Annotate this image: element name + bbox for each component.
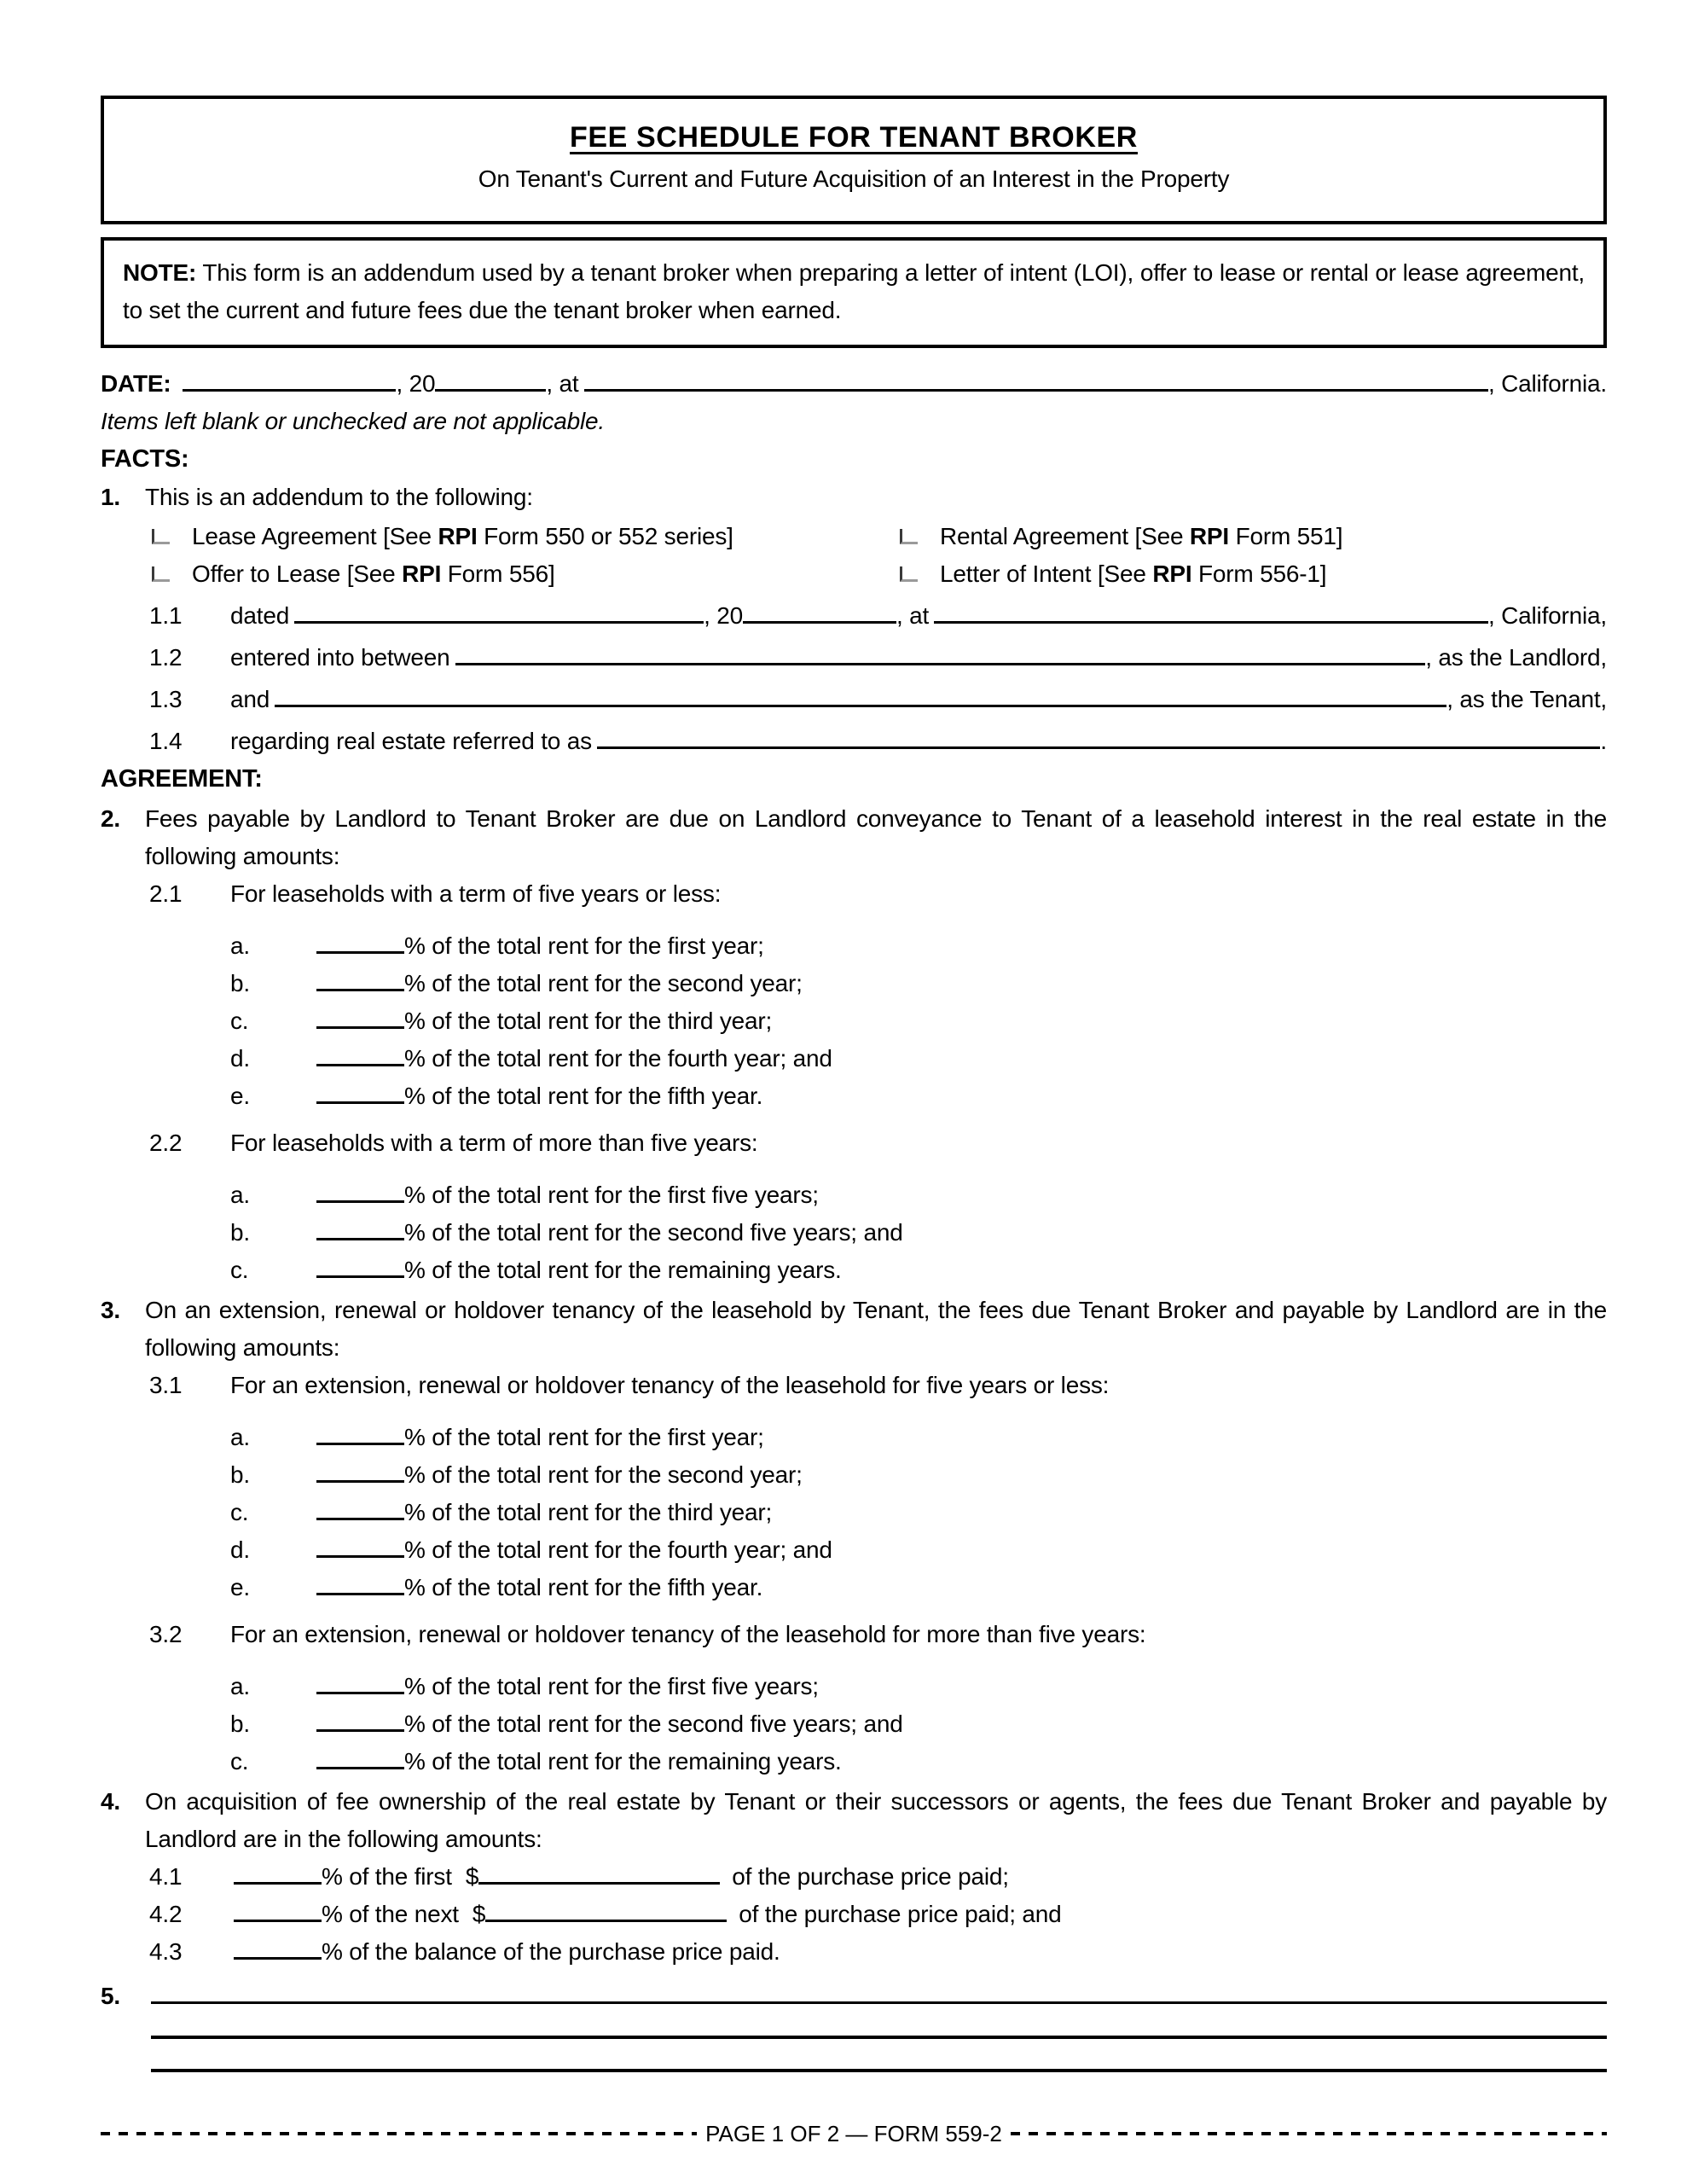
year-blank[interactable] — [743, 611, 896, 624]
percent-blank[interactable] — [316, 1190, 404, 1203]
item-1-4-number: 1.4 — [149, 728, 183, 754]
fee-letter: a. — [230, 1424, 250, 1450]
item-3-2-text: For an extension, renewal or holdover tenancy of the leasehold for more than five years: — [230, 1621, 1146, 1647]
property-description-blank[interactable] — [597, 736, 1600, 749]
title-box — [101, 96, 1607, 224]
item-4-number: 4. — [101, 1788, 120, 1815]
fee-letter: a. — [230, 932, 250, 959]
dated-blank[interactable] — [294, 611, 704, 624]
item-2-1-number: 2.1 — [149, 880, 183, 907]
amount-blank[interactable] — [485, 1909, 727, 1922]
item-2-text: Fees payable by Landlord to Tenant Broker are due on Landlord conveyance to Tenant of a leasehold interest in the real estate in the following amounts: — [145, 805, 1607, 869]
fee-letter: d. — [230, 1045, 250, 1072]
at-label: , at — [896, 602, 930, 629]
item-3-2-number: 3.2 — [149, 1621, 183, 1647]
form-subtitle: On Tenant's Current and Future Acquisition of an Interest in the Property — [478, 166, 1230, 192]
fee-text: % of the total rent for the fifth year. — [404, 1574, 763, 1600]
year-prefix: , 20 — [396, 370, 436, 397]
item-4 — [101, 1783, 1607, 1858]
fee-letter: a. — [230, 1673, 250, 1699]
option-label: Offer to Lease [See RPI Form 556] — [192, 561, 555, 587]
checkbox-letter-of-intent[interactable] — [900, 566, 918, 582]
percent-blank[interactable] — [316, 1545, 404, 1558]
fee-text: % of the total rent for the second five years; and — [404, 1711, 903, 1737]
option-label: Lease Agreement [See RPI Form 550 or 552 series] — [192, 523, 733, 549]
fee-text: % of the total rent for the first five years; — [404, 1673, 819, 1699]
item-3-1-number: 3.1 — [149, 1372, 183, 1398]
checkbox-offer-to-lease[interactable] — [152, 566, 170, 582]
item-5-number: 5. — [101, 1983, 120, 2009]
item-3-1 — [149, 1367, 1607, 1404]
item-5 — [101, 1978, 1607, 2015]
fee-text: % of the total rent for the first year; — [404, 1424, 764, 1450]
fee-line — [230, 1176, 1607, 1214]
note-box — [101, 237, 1607, 348]
fee-letter: e. — [230, 1083, 250, 1109]
percent-blank[interactable] — [316, 1432, 404, 1445]
fee-text-suffix: of the purchase price paid; — [732, 1863, 1009, 1890]
item-4-text: On acquisition of fee ownership of the real estate by Tenant or their successors or agents, the fees due Tenant Broker and payable by Landlord are in the following amounts: — [145, 1788, 1607, 1852]
option-lease-agreement — [152, 518, 900, 555]
fee-text: % of the next — [322, 1901, 459, 1927]
tenant-label: , as the Tenant, — [1446, 686, 1607, 712]
fee-list-3-1 — [101, 1419, 1607, 1606]
date-label: DATE: — [101, 370, 171, 397]
fee-letter: a. — [230, 1182, 250, 1208]
percent-blank[interactable] — [316, 1682, 404, 1694]
checkbox-lease-agreement[interactable] — [152, 529, 170, 544]
fee-line — [230, 965, 1607, 1002]
fee-text: % of the total rent for the remaining years. — [404, 1748, 842, 1774]
fee-line — [230, 1456, 1607, 1494]
regarding-label: regarding real estate referred to as — [230, 728, 592, 754]
percent-blank[interactable] — [316, 1091, 404, 1104]
item-2-1-text: For leaseholds with a term of five years or less: — [230, 880, 722, 907]
fee-list-3-2 — [101, 1668, 1607, 1780]
item-3-number: 3. — [101, 1297, 120, 1323]
fee-line — [230, 1002, 1607, 1040]
percent-blank[interactable] — [316, 1470, 404, 1483]
tenant-name-blank[interactable] — [275, 694, 1446, 707]
and-label: and — [230, 686, 270, 712]
fee-letter: e. — [230, 1574, 250, 1600]
item-4-3 — [149, 1933, 1607, 1971]
item-4-1 — [149, 1858, 1607, 1896]
item-1-1 — [149, 597, 1607, 635]
fee-letter: c. — [230, 1008, 249, 1034]
state-label: , California. — [1487, 370, 1607, 397]
footer-dashes-right — [1011, 2132, 1607, 2135]
item-1-4 — [149, 723, 1607, 760]
percent-blank[interactable] — [316, 1719, 404, 1732]
item-1 — [101, 479, 1607, 516]
checkbox-row-2 — [152, 555, 1607, 593]
fee-list-2-2 — [101, 1176, 1607, 1289]
item-3-text: On an extension, renewal or holdover tenancy of the leasehold by Tenant, the fees due Tenant Broker and payable by Landlord are in the following amounts: — [145, 1297, 1607, 1361]
item-3-1-text: For an extension, renewal or holdover tenancy of the leasehold for five years or less: — [230, 1372, 1110, 1398]
fee-line — [230, 1252, 1607, 1289]
note-text: This form is an addendum used by a tenant broker when preparing a letter of intent (LOI), offer to lease or rental or lease agreement, to set the current and future fees due the tenant broker when earned. — [123, 259, 1585, 323]
item-2-2-number: 2.2 — [149, 1130, 183, 1156]
item-2-2-text: For leaseholds with a term of more than five years: — [230, 1130, 758, 1156]
fee-line — [230, 1214, 1607, 1252]
item-4-1-number: 4.1 — [149, 1863, 183, 1890]
footer-page-label: PAGE 1 OF 2 — FORM 559-2 — [705, 2121, 1002, 2146]
percent-blank[interactable] — [316, 979, 404, 991]
fee-line — [230, 1419, 1607, 1456]
option-offer-to-lease — [152, 555, 900, 593]
fee-text: % of the total rent for the first five years; — [404, 1182, 819, 1208]
percent-blank[interactable] — [234, 1909, 322, 1922]
percent-blank[interactable] — [234, 1872, 322, 1885]
fee-letter: c. — [230, 1748, 249, 1774]
fee-text: % of the total rent for the fourth year; and — [404, 1536, 832, 1563]
fee-text: % of the total rent for the second five years; and — [404, 1219, 903, 1246]
fee-letter: c. — [230, 1499, 249, 1525]
percent-blank[interactable] — [316, 1228, 404, 1240]
fee-text-suffix: of the purchase price paid; and — [739, 1901, 1062, 1927]
note-label: NOTE: — [123, 259, 197, 286]
fee-text: % of the total rent for the second year; — [404, 970, 803, 996]
date-blank[interactable] — [183, 379, 396, 392]
dollar-sign: $ — [465, 1863, 479, 1890]
option-label: Rental Agreement [See RPI Form 551] — [940, 523, 1343, 549]
landlord-name-blank[interactable] — [455, 653, 1426, 665]
fee-list-2-1 — [101, 927, 1607, 1115]
fee-line — [230, 1531, 1607, 1569]
footer-dashes-left — [101, 2132, 697, 2135]
fee-letter: b. — [230, 1461, 250, 1488]
fee-line — [230, 927, 1607, 965]
at-label: , at — [546, 370, 579, 397]
fee-text: % of the first — [322, 1863, 452, 1890]
year-blank[interactable] — [435, 379, 546, 392]
item-4-3-number: 4.3 — [149, 1938, 183, 1965]
percent-blank[interactable] — [316, 1265, 404, 1278]
percent-blank[interactable] — [234, 1947, 322, 1960]
fee-letter: d. — [230, 1536, 250, 1563]
fee-letter: b. — [230, 1219, 250, 1246]
city-blank[interactable] — [584, 379, 1488, 392]
notes-line-blank[interactable] — [151, 2036, 1607, 2039]
fee-letter: c. — [230, 1257, 249, 1283]
fee-line — [230, 1077, 1607, 1115]
percent-blank[interactable] — [316, 1583, 404, 1595]
notes-line-blank[interactable] — [151, 2069, 1607, 2072]
item-1-2 — [149, 639, 1607, 677]
percent-blank[interactable] — [316, 1757, 404, 1769]
item-1-3-number: 1.3 — [149, 686, 183, 712]
form-title: FEE SCHEDULE FOR TENANT BROKER — [570, 121, 1138, 154]
fee-text: % of the total rent for the fifth year. — [404, 1083, 763, 1109]
fee-text: % of the balance of the purchase price paid. — [322, 1938, 780, 1965]
item-3-2 — [149, 1616, 1607, 1653]
item-3 — [101, 1292, 1607, 1367]
entered-into-label: entered into between — [230, 644, 450, 671]
percent-blank[interactable] — [316, 1054, 404, 1066]
item-4-2-number: 4.2 — [149, 1901, 183, 1927]
percent-blank[interactable] — [316, 941, 404, 954]
addendum-type-options — [152, 518, 1607, 593]
item-1-text: This is an addendum to the following: — [145, 484, 533, 510]
amount-blank[interactable] — [478, 1872, 720, 1885]
state-label: , California, — [1487, 602, 1607, 629]
fee-text: % of the total rent for the fourth year; and — [404, 1045, 832, 1072]
item-1-number: 1. — [101, 484, 120, 510]
city-blank[interactable] — [934, 611, 1488, 624]
landlord-label: , as the Landlord, — [1425, 644, 1607, 671]
item-1-1-number: 1.1 — [149, 602, 183, 629]
item-2-2 — [149, 1124, 1607, 1162]
item-2-number: 2. — [101, 805, 120, 832]
date-row — [101, 365, 1607, 403]
fee-line — [230, 1743, 1607, 1780]
option-label: Letter of Intent [See RPI Form 556-1] — [940, 561, 1327, 587]
page-footer — [101, 2121, 1607, 2146]
checkbox-row-1 — [152, 518, 1607, 555]
fee-text: % of the total rent for the third year; — [404, 1499, 773, 1525]
fee-text: % of the total rent for the third year; — [404, 1008, 773, 1034]
fee-line — [230, 1705, 1607, 1743]
fee-text: % of the total rent for the first year; — [404, 932, 764, 959]
agreement-heading: AGREEMENT: — [101, 765, 263, 793]
item-1-2-number: 1.2 — [149, 644, 183, 671]
fee-letter: b. — [230, 1711, 250, 1737]
percent-blank[interactable] — [316, 1016, 404, 1029]
notes-line-blank[interactable] — [151, 1991, 1607, 2004]
item-4-2 — [149, 1896, 1607, 1933]
percent-blank[interactable] — [316, 1507, 404, 1520]
dated-label: dated — [230, 602, 290, 629]
checkbox-rental-agreement[interactable] — [900, 529, 918, 544]
fee-line — [230, 1494, 1607, 1531]
blank-items-note: Items left blank or unchecked are not applicable. — [101, 408, 605, 434]
fee-letter: b. — [230, 970, 250, 996]
dollar-sign: $ — [472, 1901, 486, 1927]
option-rental-agreement — [900, 518, 1342, 555]
facts-heading: FACTS: — [101, 445, 189, 473]
item-1-3 — [149, 681, 1607, 718]
period-label: . — [1600, 728, 1607, 754]
year-prefix: , 20 — [704, 602, 743, 629]
fee-line — [230, 1668, 1607, 1705]
option-letter-of-intent — [900, 555, 1326, 593]
fee-text: % of the total rent for the second year; — [404, 1461, 803, 1488]
item-2 — [101, 800, 1607, 875]
item-2-1 — [149, 875, 1607, 913]
fee-line — [230, 1040, 1607, 1077]
fee-line — [230, 1569, 1607, 1606]
fee-text: % of the total rent for the remaining years. — [404, 1257, 842, 1283]
